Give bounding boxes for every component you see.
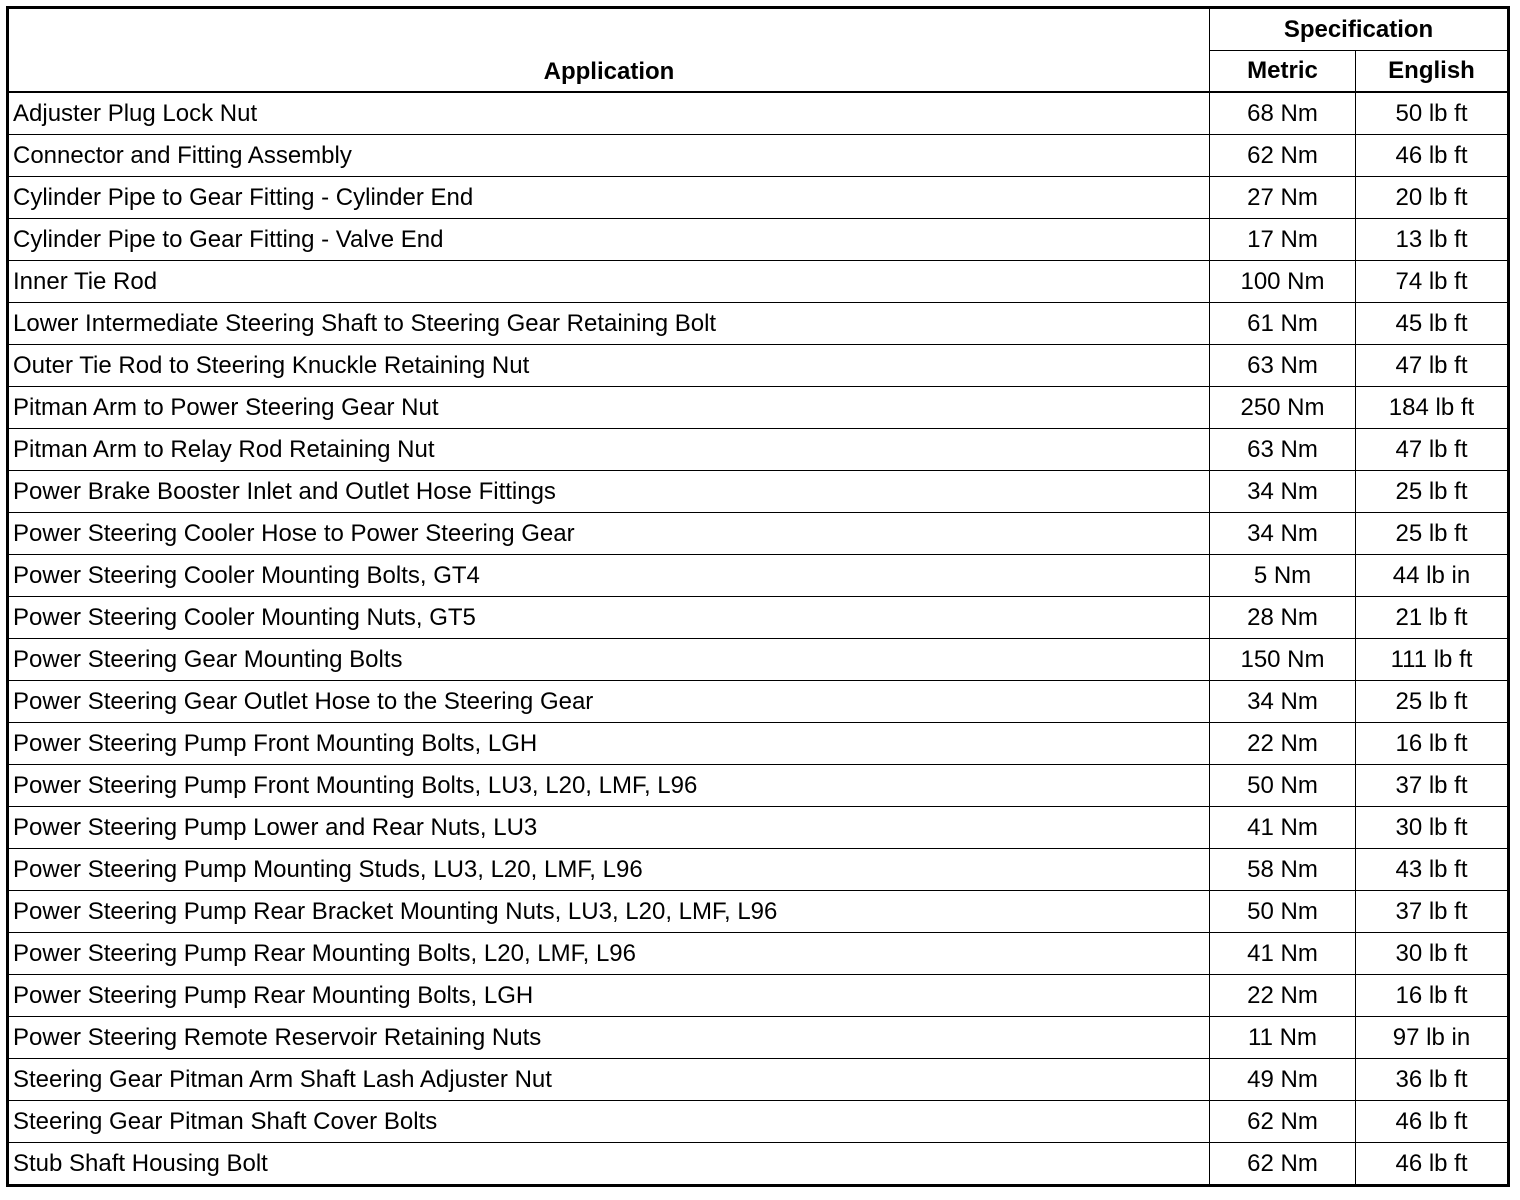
table-body	[8, 92, 1509, 1186]
table-row	[8, 471, 1509, 513]
cell-application: Power Steering Pump Rear Mounting Bolts, L20, LMF, L96	[8, 933, 1210, 975]
table-row	[8, 765, 1509, 807]
table-row	[8, 177, 1509, 219]
cell-application: Power Steering Pump Front Mounting Bolts, LGH	[8, 723, 1210, 765]
cell-application: Power Steering Remote Reservoir Retaining Nuts	[8, 1017, 1210, 1059]
cell-english: 97 lb in	[1356, 1017, 1509, 1059]
column-header-metric: Metric	[1210, 51, 1356, 93]
table-row	[8, 933, 1509, 975]
cell-application: Power Steering Gear Outlet Hose to the Steering Gear	[8, 681, 1210, 723]
cell-metric: 41 Nm	[1210, 807, 1356, 849]
cell-application: Power Steering Cooler Hose to Power Steering Gear	[8, 513, 1210, 555]
cell-application: Power Steering Gear Mounting Bolts	[8, 639, 1210, 681]
cell-application: Power Steering Pump Mounting Studs, LU3, L20, LMF, L96	[8, 849, 1210, 891]
cell-english: 25 lb ft	[1356, 471, 1509, 513]
cell-english: 25 lb ft	[1356, 513, 1509, 555]
table-row	[8, 1101, 1509, 1143]
cell-english: 20 lb ft	[1356, 177, 1509, 219]
column-header-specification: Specification	[1210, 8, 1509, 51]
cell-application: Power Steering Pump Front Mounting Bolts, LU3, L20, LMF, L96	[8, 765, 1210, 807]
table-row	[8, 1059, 1509, 1101]
table-row	[8, 303, 1509, 345]
cell-english: 46 lb ft	[1356, 1143, 1509, 1186]
cell-metric: 22 Nm	[1210, 975, 1356, 1017]
cell-application: Pitman Arm to Power Steering Gear Nut	[8, 387, 1210, 429]
cell-metric: 250 Nm	[1210, 387, 1356, 429]
cell-metric: 62 Nm	[1210, 1143, 1356, 1186]
cell-english: 16 lb ft	[1356, 975, 1509, 1017]
cell-metric: 100 Nm	[1210, 261, 1356, 303]
cell-english: 30 lb ft	[1356, 933, 1509, 975]
cell-application: Power Steering Pump Lower and Rear Nuts, LU3	[8, 807, 1210, 849]
table-row	[8, 1143, 1509, 1186]
cell-english: 47 lb ft	[1356, 429, 1509, 471]
cell-metric: 34 Nm	[1210, 513, 1356, 555]
table-row	[8, 807, 1509, 849]
cell-metric: 61 Nm	[1210, 303, 1356, 345]
table-row	[8, 639, 1509, 681]
cell-english: 111 lb ft	[1356, 639, 1509, 681]
cell-metric: 63 Nm	[1210, 345, 1356, 387]
table-row	[8, 723, 1509, 765]
cell-application: Cylinder Pipe to Gear Fitting - Valve End	[8, 219, 1210, 261]
table-row	[8, 261, 1509, 303]
cell-application: Pitman Arm to Relay Rod Retaining Nut	[8, 429, 1210, 471]
table-row	[8, 92, 1509, 135]
cell-english: 25 lb ft	[1356, 681, 1509, 723]
table-row	[8, 555, 1509, 597]
cell-metric: 41 Nm	[1210, 933, 1356, 975]
cell-english: 21 lb ft	[1356, 597, 1509, 639]
cell-application: Lower Intermediate Steering Shaft to Steering Gear Retaining Bolt	[8, 303, 1210, 345]
cell-metric: 27 Nm	[1210, 177, 1356, 219]
table-row	[8, 387, 1509, 429]
cell-english: 184 lb ft	[1356, 387, 1509, 429]
cell-english: 45 lb ft	[1356, 303, 1509, 345]
cell-english: 43 lb ft	[1356, 849, 1509, 891]
table-row	[8, 429, 1509, 471]
cell-english: 46 lb ft	[1356, 135, 1509, 177]
cell-application: Cylinder Pipe to Gear Fitting - Cylinder End	[8, 177, 1210, 219]
cell-application: Power Steering Cooler Mounting Nuts, GT5	[8, 597, 1210, 639]
cell-application: Power Steering Pump Rear Mounting Bolts, LGH	[8, 975, 1210, 1017]
cell-metric: 11 Nm	[1210, 1017, 1356, 1059]
cell-application: Adjuster Plug Lock Nut	[8, 92, 1210, 135]
cell-english: 16 lb ft	[1356, 723, 1509, 765]
cell-metric: 34 Nm	[1210, 471, 1356, 513]
table-header	[8, 8, 1509, 93]
table-row	[8, 681, 1509, 723]
column-header-application: Application	[8, 8, 1210, 93]
cell-metric: 50 Nm	[1210, 765, 1356, 807]
cell-application: Connector and Fitting Assembly	[8, 135, 1210, 177]
table-row	[8, 135, 1509, 177]
cell-application: Power Steering Cooler Mounting Bolts, GT4	[8, 555, 1210, 597]
cell-application: Steering Gear Pitman Arm Shaft Lash Adjuster Nut	[8, 1059, 1210, 1101]
table-row	[8, 891, 1509, 933]
cell-application: Power Brake Booster Inlet and Outlet Hose Fittings	[8, 471, 1210, 513]
cell-metric: 62 Nm	[1210, 1101, 1356, 1143]
cell-metric: 49 Nm	[1210, 1059, 1356, 1101]
fastener-spec-table	[6, 6, 1510, 1187]
cell-english: 36 lb ft	[1356, 1059, 1509, 1101]
cell-application: Power Steering Pump Rear Bracket Mounting Nuts, LU3, L20, LMF, L96	[8, 891, 1210, 933]
cell-english: 37 lb ft	[1356, 891, 1509, 933]
cell-application: Stub Shaft Housing Bolt	[8, 1143, 1210, 1186]
cell-metric: 68 Nm	[1210, 92, 1356, 135]
cell-english: 37 lb ft	[1356, 765, 1509, 807]
cell-english: 47 lb ft	[1356, 345, 1509, 387]
cell-english: 44 lb in	[1356, 555, 1509, 597]
cell-english: 50 lb ft	[1356, 92, 1509, 135]
cell-metric: 62 Nm	[1210, 135, 1356, 177]
column-header-english: English	[1356, 51, 1509, 93]
cell-english: 30 lb ft	[1356, 807, 1509, 849]
cell-metric: 34 Nm	[1210, 681, 1356, 723]
table-row	[8, 513, 1509, 555]
cell-metric: 22 Nm	[1210, 723, 1356, 765]
cell-english: 74 lb ft	[1356, 261, 1509, 303]
cell-metric: 58 Nm	[1210, 849, 1356, 891]
cell-metric: 150 Nm	[1210, 639, 1356, 681]
table-row	[8, 219, 1509, 261]
table-row	[8, 975, 1509, 1017]
cell-english: 46 lb ft	[1356, 1101, 1509, 1143]
table-row	[8, 345, 1509, 387]
header-row-top	[8, 8, 1509, 51]
cell-application: Steering Gear Pitman Shaft Cover Bolts	[8, 1101, 1210, 1143]
cell-application: Inner Tie Rod	[8, 261, 1210, 303]
table-row	[8, 1017, 1509, 1059]
cell-english: 13 lb ft	[1356, 219, 1509, 261]
cell-metric: 28 Nm	[1210, 597, 1356, 639]
cell-metric: 50 Nm	[1210, 891, 1356, 933]
cell-metric: 63 Nm	[1210, 429, 1356, 471]
cell-metric: 5 Nm	[1210, 555, 1356, 597]
table-row	[8, 849, 1509, 891]
table-row	[8, 597, 1509, 639]
cell-application: Outer Tie Rod to Steering Knuckle Retaining Nut	[8, 345, 1210, 387]
cell-metric: 17 Nm	[1210, 219, 1356, 261]
